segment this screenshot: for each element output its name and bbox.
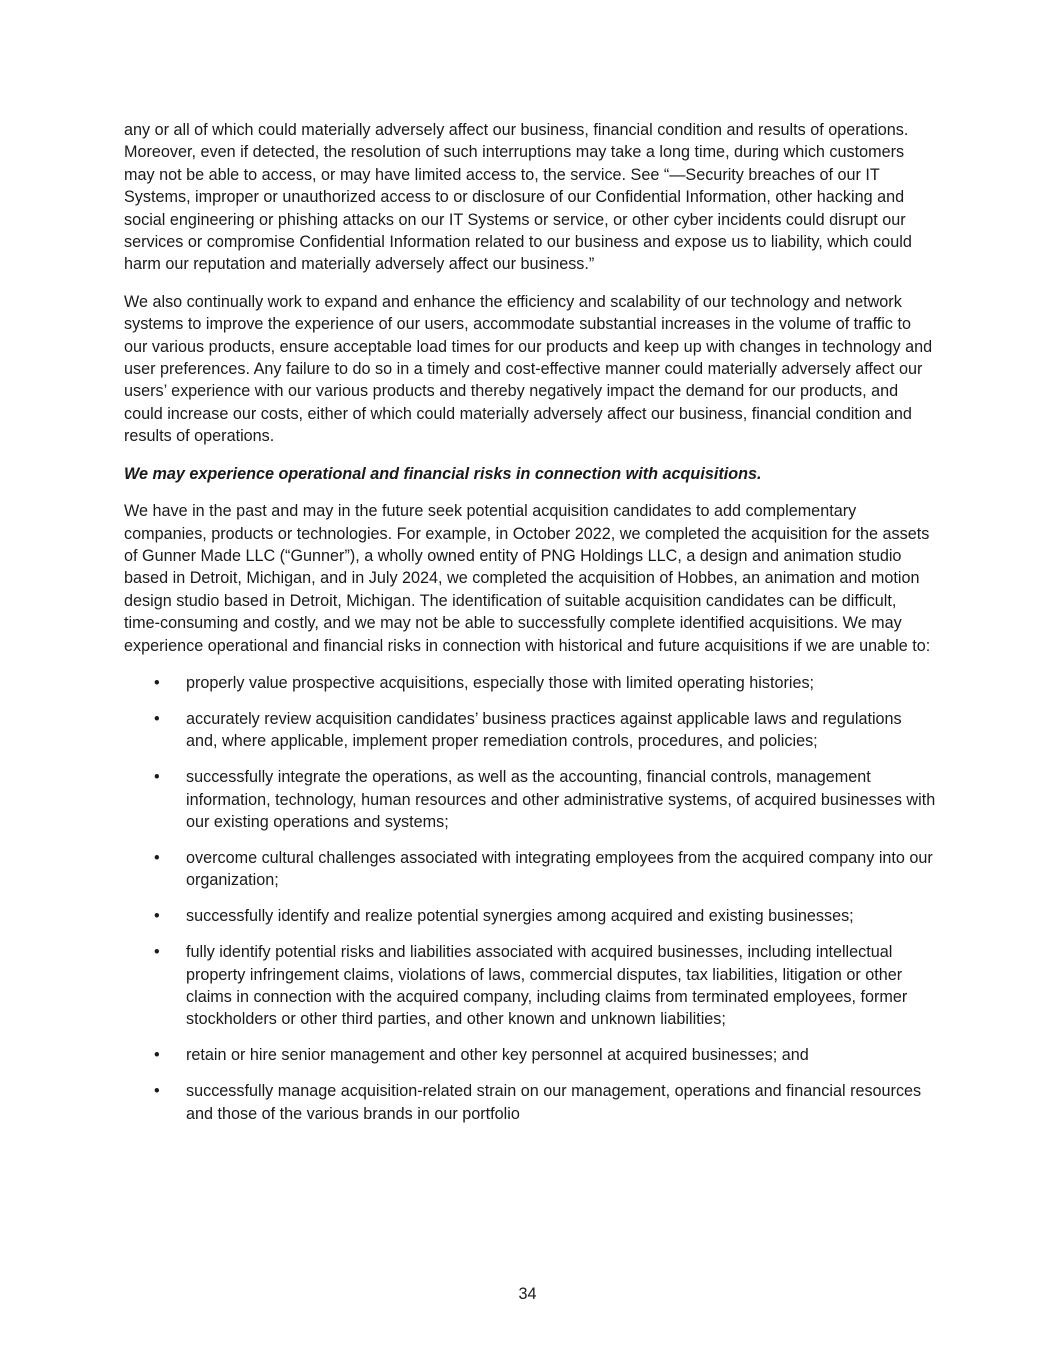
bullet-icon: • [154, 1046, 160, 1065]
risk-factor-heading: We may experience operational and financial risks in connection with acquisitions. [124, 464, 762, 483]
bullet-icon: • [154, 907, 160, 926]
bullet-icon: • [154, 709, 160, 728]
bullet-icon: • [154, 1082, 160, 1101]
bullet-icon: • [154, 848, 160, 867]
list-item [124, 766, 936, 833]
list-item-text: accurately review acquisition candidates’ business practices against applicable laws and regulations and, where applicable, implement proper remediation controls, procedures, and policies; [186, 709, 902, 751]
list-item-text: successfully integrate the operations, as well as the accounting, financial controls, management information, technology, human resources and other administrative systems, of acquired businesses with our existing operations and systems; [186, 768, 936, 831]
list-item [124, 708, 936, 753]
list-item [124, 905, 936, 927]
bullet-icon: • [154, 768, 160, 787]
bullet-icon: • [154, 943, 160, 962]
list-item-text: successfully manage acquisition-related strain on our management, operations and financial resources and those of the various brands in our portfolio [186, 1082, 922, 1123]
paragraph-scalability: We also continually work to expand and enhance the efficiency and scalability of our technology and network systems to improve the experience of our users, accommodate substantial increases in the volume of traffic to our various products, ensure acceptable load times for our products and keep up with changes in technology and user preferences. Any failure to do so in a timely and cost-effective manner could materially adversely affect our users’ experience with our various products and thereby negatively impact the demand for our products, and could increase our costs, either of which could materially adversely affect our business, financial condition and results of operations. [124, 292, 933, 446]
paragraph-acquisitions: We have in the past and may in the future seek potential acquisition candidates to add complementary companies, products or technologies. For example, in October 2022, we completed the acquisition for the assets of Gunner Made LLC (“Gunner”), a wholly owned entity of PNG Holdings LLC, a design and animation studio based in Detroit, Michigan, and in July 2024, we completed the acquisition of Hobbes, an animation and motion design studio based in Detroit, Michigan. The identification of suitable acquisition candidates can be difficult, time-consuming and costly, and we may not be able to successfully complete identified acquisitions. We may experience operational and financial risks in connection with historical and future acquisitions if we are unable to: [124, 502, 931, 655]
list-item-text: fully identify potential risks and liabilities associated with acquired businesses, including intellectual property infringement claims, violations of laws, commercial disputes, tax liabilities, litigation or other claims in connection with the acquired company, including claims from terminated employees, former stockholders or other third parties, and other known and unknown liabilities; [186, 943, 908, 1029]
page-number: 34 [518, 1285, 537, 1303]
list-item [124, 1044, 936, 1066]
paragraph-service-interruptions: any or all of which could materially adversely affect our business, financial condition and results of operations. Moreover, even if detected, the resolution of such interruptions may take a long time, during which customers may not be able to access, or may have limited access to, the service. See “—Security breaches of our IT Systems, improper or unauthorized access to or disclosure of our Confidential Information, other hacking and social engineering or phishing attacks on our IT Systems or service, or other cyber incidents could disrupt our services or compromise Confidential Information related to our business and expose us to liability, which could harm our reputation and materially adversely affect our business.” [124, 121, 912, 274]
list-item-text: successfully identify and realize potential synergies among acquired and existing businesses; [186, 907, 854, 926]
list-item [124, 1080, 936, 1125]
list-item [124, 941, 936, 1031]
bullet-icon: • [154, 673, 160, 692]
acquisition-risk-list [124, 672, 936, 1125]
list-item-text: properly value prospective acquisitions, especially those with limited operating histories; [186, 673, 815, 692]
list-item [124, 847, 936, 892]
list-item-text: retain or hire senior management and other key personnel at acquired businesses; and [186, 1046, 809, 1065]
document-page [124, 119, 936, 1138]
list-item-text: overcome cultural challenges associated with integrating employees from the acquired company into our organization; [186, 848, 933, 890]
list-item [124, 672, 936, 694]
